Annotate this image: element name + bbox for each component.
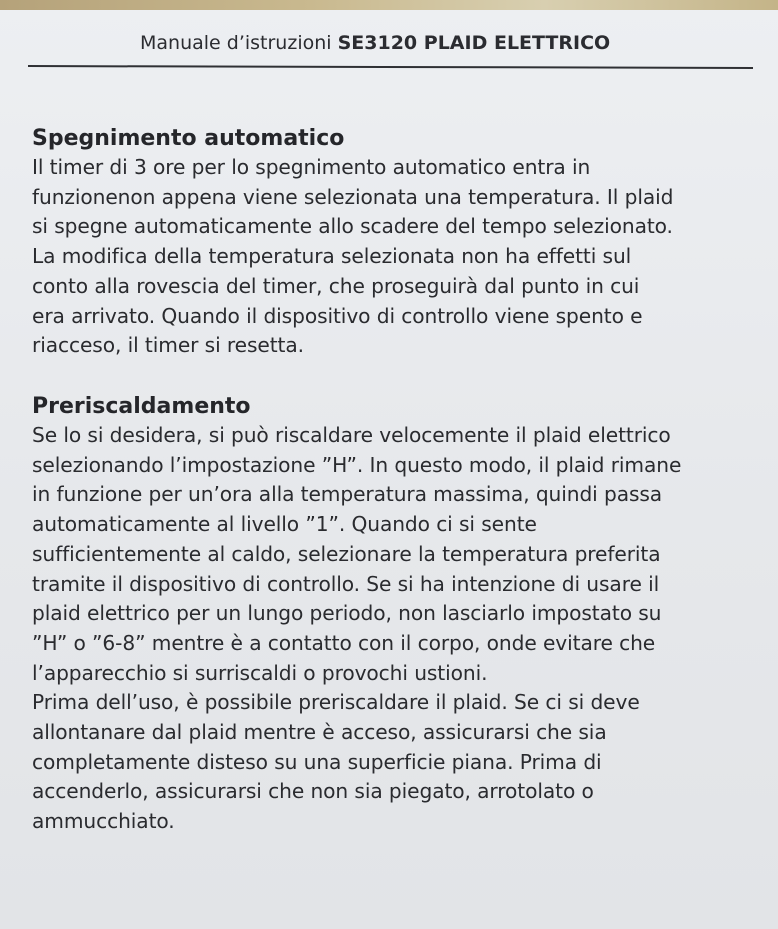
body-line: accenderlo, assicurarsi che non sia piegato, arrotolato o <box>32 779 594 804</box>
body-line: tramite il dispositivo di controllo. Se si ha intenzione di usare il <box>32 571 660 596</box>
body-line: La modifica della temperatura selezionata non ha effetti sul <box>32 244 632 269</box>
body-line: allontanare dal plaid mentre è acceso, assicurarsi che sia <box>32 720 607 745</box>
body-line: Se lo si desidera, si può riscaldare velocemente il plaid elettrico <box>32 423 671 447</box>
body-line: Il timer di 3 ore per lo spegnimento automatico entra in <box>32 155 591 179</box>
header-prefix: Manuale d’istruzioni <box>140 32 332 54</box>
body-line: ammucchiato. <box>32 809 175 834</box>
body-line: funzionenon appena viene selezionata una temperatura. Il plaid <box>32 184 674 209</box>
section-body <box>32 153 752 361</box>
body-line: si spegne automaticamente allo scadere del tempo selezionato. <box>32 214 673 239</box>
header-model: SE3120 PLAID ELETTRICO <box>337 32 611 54</box>
body-line: automaticamente al livello ”1”. Quando ci si sente <box>32 512 537 537</box>
body-line: sufficientemente al caldo, selezionare la temperatura preferita <box>32 541 661 566</box>
page-header <box>140 32 610 54</box>
body-line: riacceso, il timer si resetta. <box>32 333 304 358</box>
body-line: l’apparecchio si surriscaldi o provochi ustioni. <box>32 660 488 685</box>
body-line: conto alla rovescia del timer, che proseguirà dal punto in cui <box>32 273 640 298</box>
body-line: ”H” o ”6-8” mentre è a contatto con il corpo, onde evitare che <box>32 630 656 655</box>
section-title: Preriscaldamento <box>32 394 251 419</box>
body-line: selezionando l’impostazione ”H”. In questo modo, il plaid rimane <box>32 452 682 477</box>
body-line: completamente disteso su una superficie piana. Prima di <box>32 749 602 774</box>
section-title: Spegnimento automatico <box>32 126 345 151</box>
body-line: plaid elettrico per un lungo periodo, non lasciarlo impostato su <box>32 601 662 626</box>
section-body <box>32 421 752 837</box>
body-line: in funzione per un’ora alla temperatura massima, quindi passa <box>32 482 663 507</box>
header-rule <box>28 65 753 69</box>
body-line: era arrivato. Quando il dispositivo di controllo viene spento e <box>32 303 643 328</box>
section-auto-off <box>32 125 752 361</box>
page-top-edge <box>0 0 778 10</box>
body-line: Prima dell’uso, è possibile preriscaldare il plaid. Se ci si deve <box>32 690 640 715</box>
section-preheating <box>32 393 752 837</box>
